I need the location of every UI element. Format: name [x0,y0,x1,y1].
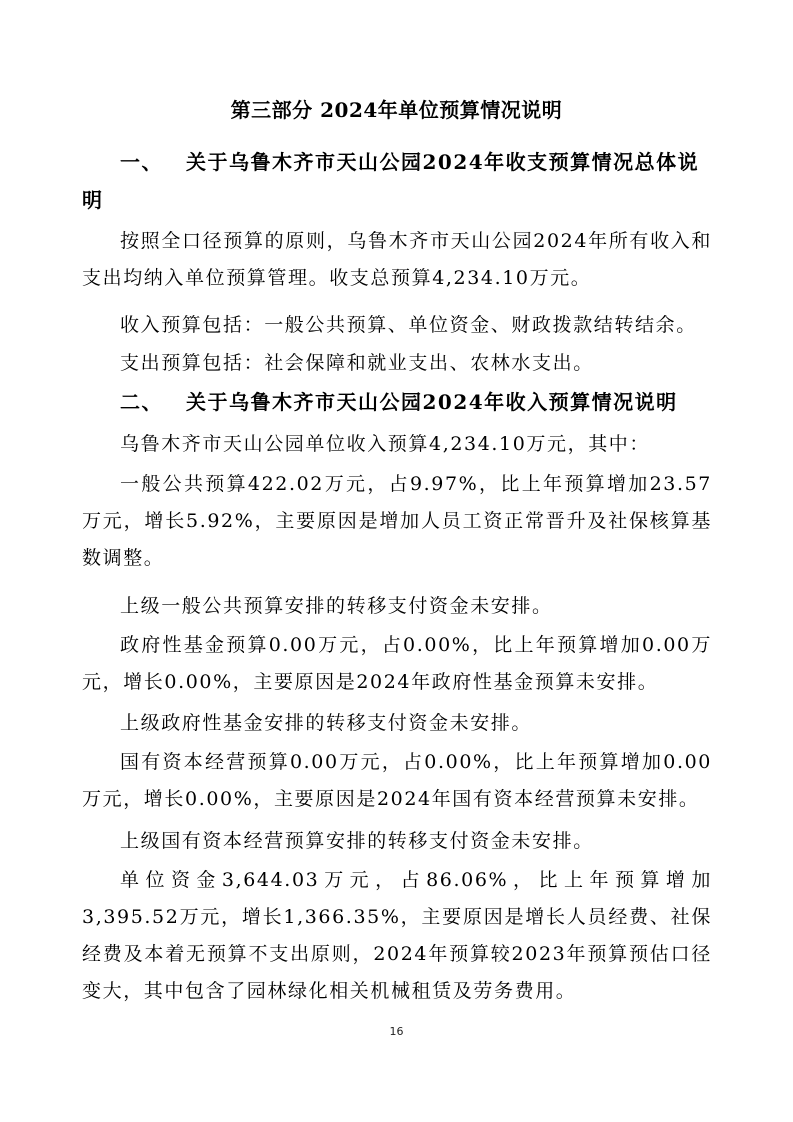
paragraph-unit-funds: 单位资金3,644.03万元，占86.06%，比上年预算增加3,395.52万元，增长1,366.35%，主要原因是增长人员经费、社保经费及本着无预算不支出原则，2024年预算较2023年预算预估口径变大，其中包含了园林绿化相关机械租赁及劳务费用。 [82,869,712,1002]
paragraph-state-capital-transfer: 上级国有资本经营预算安排的转移支付资金未安排。 [120,830,594,852]
paragraph-expense-scope: 支出预算包括：社会保障和就业支出、农林水支出。 [120,352,594,374]
page-title: 第三部分 2024年单位预算情况说明 [230,98,563,122]
paragraph-general-budget: 一般公共预算422.02万元，占9.97%，比上年预算增加23.57万元，增长5.92%，主要原因是增加人员工资正常晋升及社保核算基数调整。 [82,473,712,569]
section-heading-text-1: 关于乌鲁木齐市天山公园2024年收支预算情况总体说明 [82,150,700,212]
paragraph-income-scope: 收入预算包括：一般公共预算、单位资金、财政拨款结转结余。 [120,314,697,336]
section-heading-1 [82,143,712,219]
paragraph-general-transfer: 上级一般公共预算安排的转移支付资金未安排。 [120,595,553,617]
section-number-2: 二、 [120,390,163,414]
section-number-1: 一、 [120,150,163,174]
page-number: 16 [389,1025,404,1038]
paragraph-government-fund: 政府性基金预算0.00万元，占0.00%，比上年预算增加0.00万元，增长0.00%，主要原因是2024年政府性基金预算未安排。 [82,634,712,693]
section-heading-text-2: 关于乌鲁木齐市天山公园2024年收入预算情况说明 [186,390,678,414]
paragraph-state-capital: 国有资本经营预算0.00万元，占0.00%，比上年预算增加0.00万元，增长0.00%，主要原因是2024年国有资本经营预算未安排。 [82,751,712,810]
section-heading-2 [82,383,712,421]
paragraph-income-total: 乌鲁木齐市天山公园单位收入预算4,234.10万元，其中： [120,433,651,455]
paragraph-total-budget: 按照全口径预算的原则，乌鲁木齐市天山公园2024年所有收入和支出均纳入单位预算管理。收支总预算4,234.10万元。 [82,230,712,289]
paragraph-government-fund-transfer: 上级政府性基金安排的转移支付资金未安排。 [120,712,533,734]
